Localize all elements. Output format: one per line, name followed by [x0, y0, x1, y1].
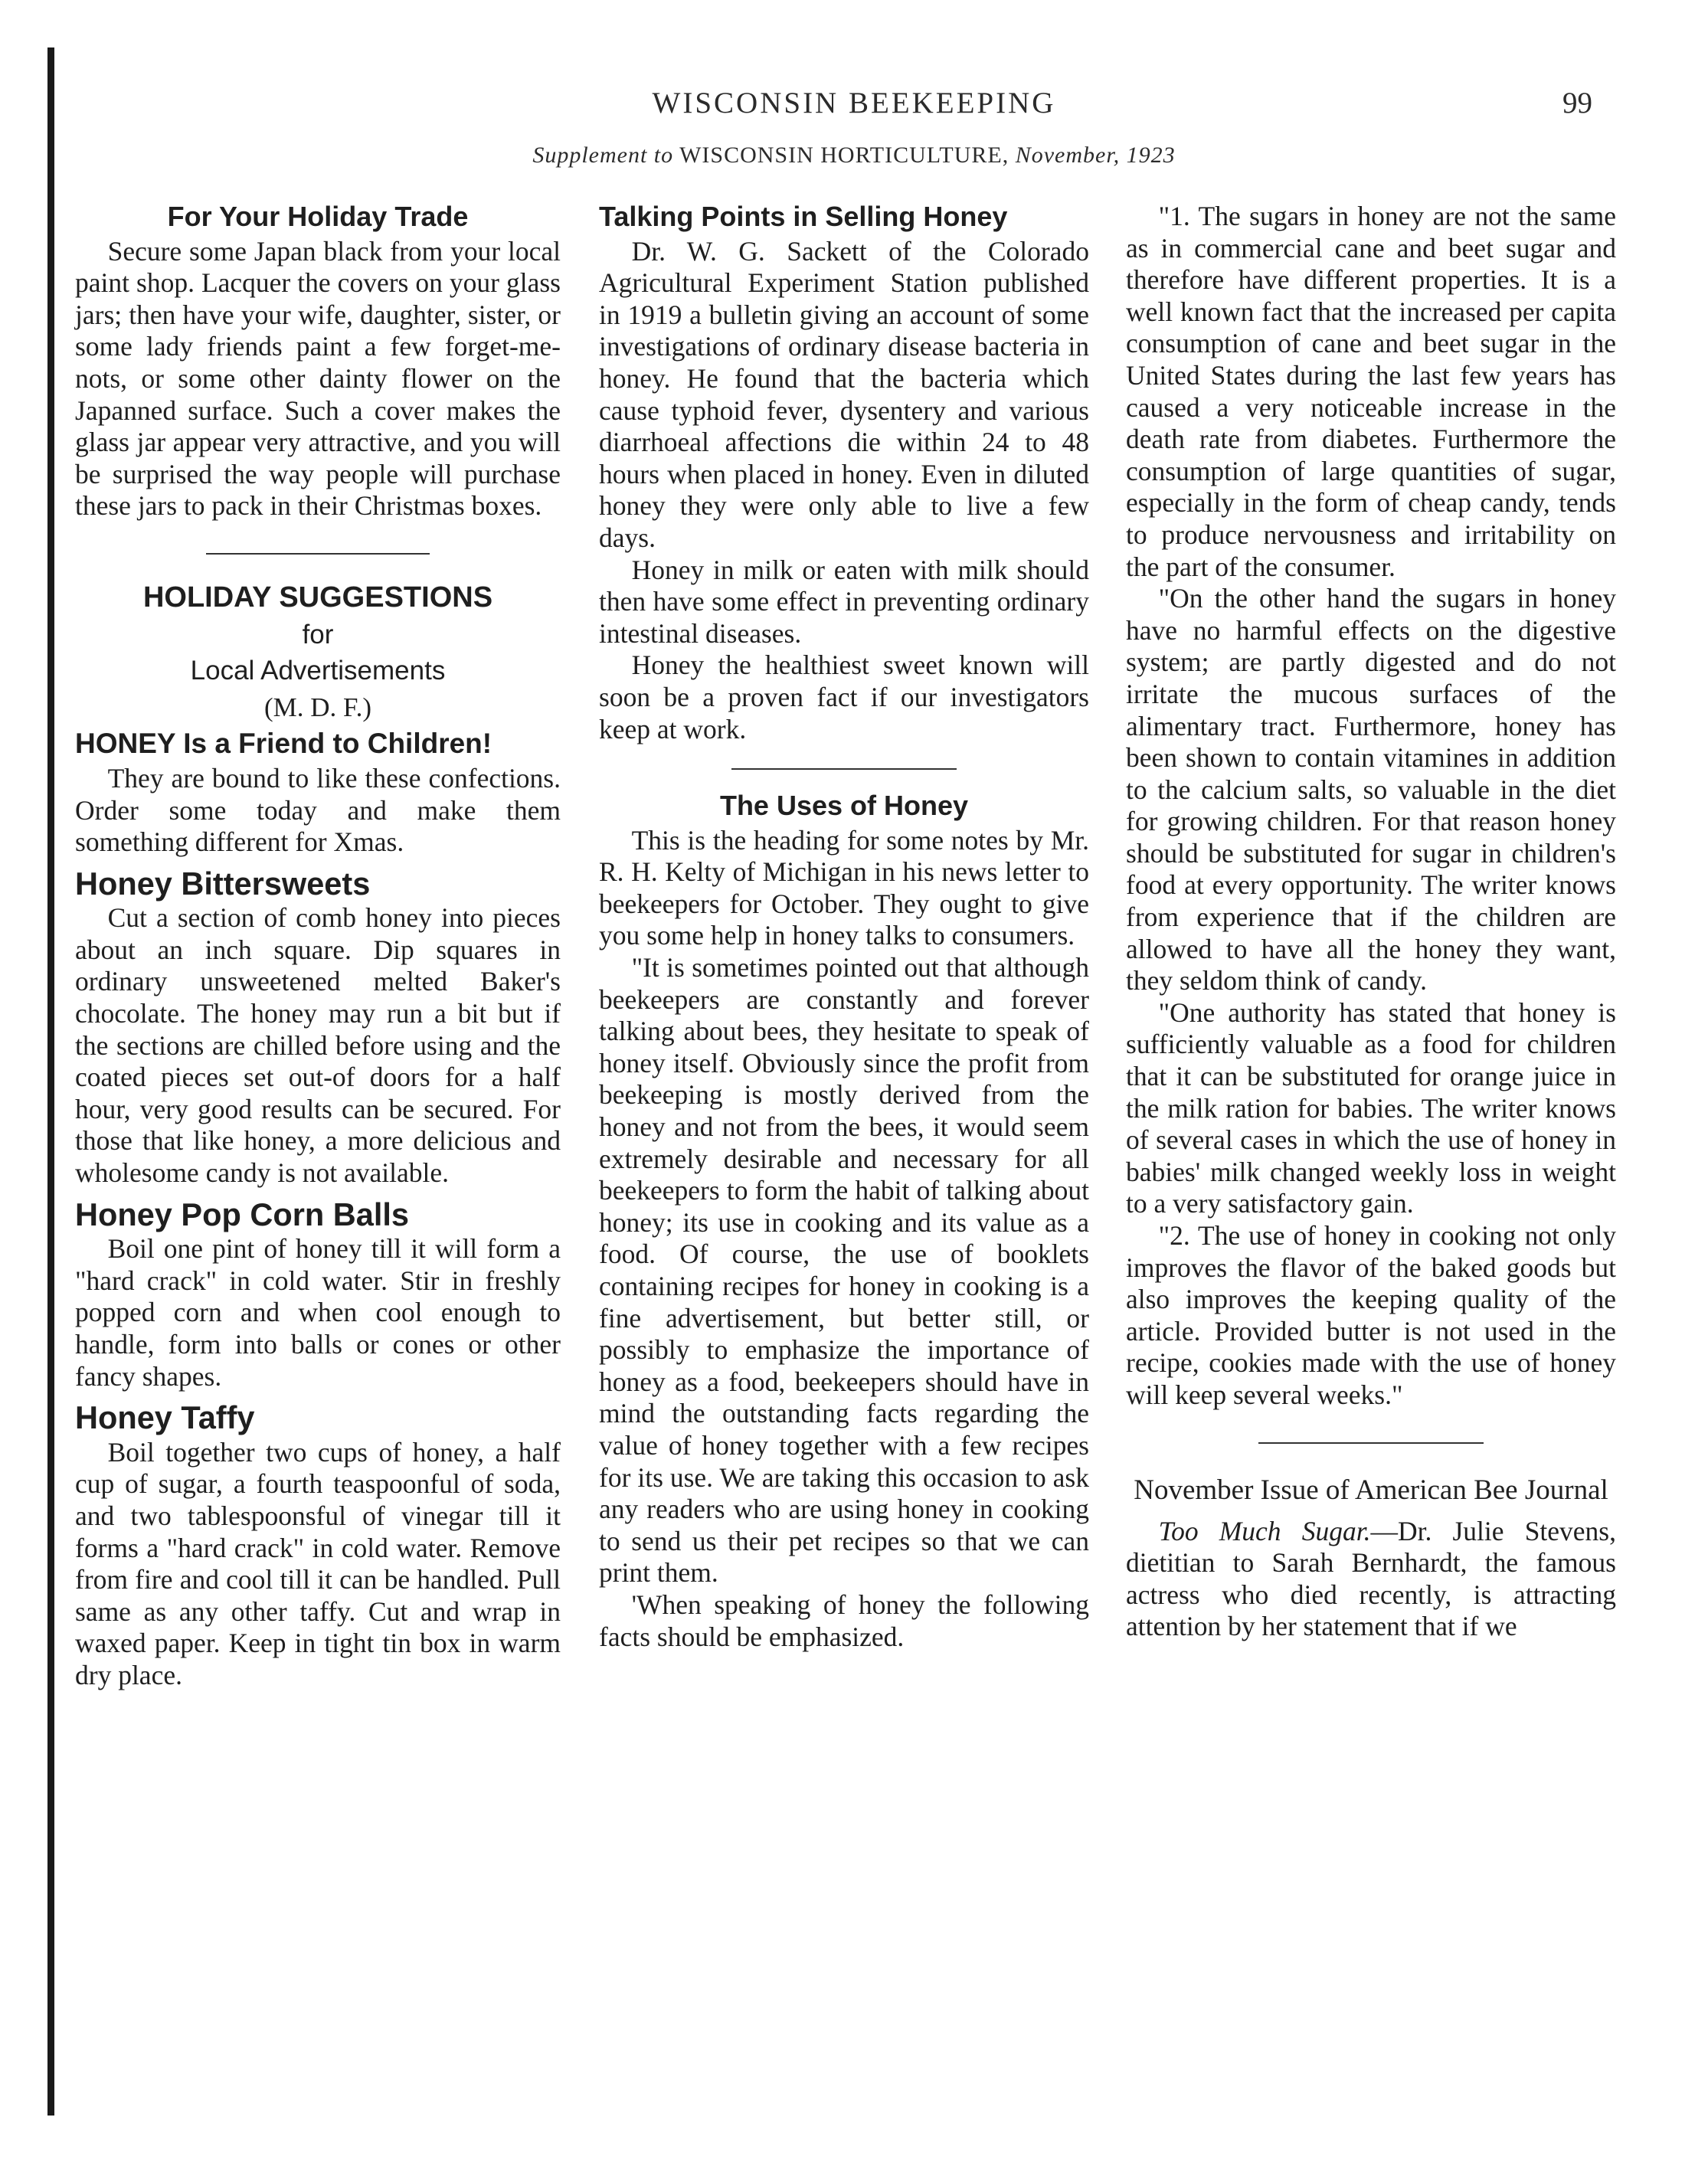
talking-points-paragraph: Honey in milk or eaten with milk should then have some effect in preventing ordinary intestinal diseases. [599, 554, 1089, 649]
talking-points-paragraph: Dr. W. G. Sackett of the Colorado Agricultural Experiment Station published in 1919 a bulletin giving an account of some investigations of ordinary disease bacteria in honey. He found that the bacteria which cause typhoid fever, dysentery and various diarrhoeal affections die within 24 to 48 hours when placed in honey. Even in diluted honey they were only able to live a few days. [599, 235, 1089, 553]
holiday-suggestions-heading: HOLIDAY SUGGESTIONS [142, 581, 493, 614]
journal-body [1126, 1516, 1616, 1643]
column-right [1126, 201, 1616, 1643]
holiday-suggestions-for: for [302, 619, 334, 650]
uses-of-honey-heading: The Uses of Honey [719, 790, 969, 822]
column-left [75, 201, 561, 1692]
subtitle-to: to [653, 142, 674, 168]
subtitle-date: November, 1923 [1015, 142, 1176, 168]
uses-paragraph: This is the heading for some notes by Mr. R. H. Kelty of Michigan in his news letter to beekeepers for October. They ought to give you some help in honey talks to consumers. [599, 824, 1089, 951]
honey-fact-paragraph: "2. The use of honey in cooking not only improves the flavor of the baked goods but also improves the keeping quality of the article. Provided butter is not used in the recipe, cookies made with the use of honey will keep several weeks." [1126, 1220, 1616, 1410]
journal-heading: November Issue of American Bee Journal [1134, 1474, 1608, 1506]
recipe-title: Honey Taffy [75, 1399, 255, 1436]
recipe-body: Cut a section of comb honey into pieces about an inch square. Dip squares in ordinary unsweetened melted Baker's chocolate. The honey may run a bit but if the sections are chilled before using and the coated pieces set out-of doors for a half hour, very good results can be secured. For those that like honey, a more delicious and wholesome candy is not available. [75, 902, 561, 1189]
page-binding-edge [47, 47, 54, 2116]
talking-points-heading: Talking Points in Selling Honey [599, 201, 1008, 232]
recipe-body: Boil together two cups of honey, a half cup of sugar, a fourth teaspoonful of soda, and two tablespoonsful of vinegar till it forms a "hard crack" in cold water. Remove from fire and cool till it can be handled. Pull same as any other taffy. Cut and wrap in waxed paper. Keep in tight tin box in warm dry place. [75, 1436, 561, 1690]
recipe-title: Honey Bittersweets [75, 865, 371, 902]
holiday-trade-heading: For Your Holiday Trade [167, 201, 469, 232]
honey-fact-paragraph: "1. The sugars in honey are not the same as in commercial cane and beet sugar and therefore have different properties. It is a well known fact that the increased per capita consumption of cane and beet sugar in the United States during the last few years has caused a very noticeable increase in the death rate from diabetes. Furthermore the consumption of large quantities of sugar, especially in the form of cheap candy, tends to produce nervousness and irritability on the part of the consumer. [1126, 201, 1616, 582]
talking-points-paragraph: Honey the healthiest sweet known will soon be a proven fact if our investigators keep at work. [599, 650, 1089, 744]
column-middle [599, 201, 1089, 1653]
uses-paragraph: "It is sometimes pointed out that although beekeepers are constantly and forever talking about bees, they hesitate to speak of honey itself. Obviously since the profit from beekeeping is mostly derived from the honey and not from the bees, it would seem extremely desirable and necessary for all beekeepers to form the habit of talking about honey; its use in cooking and its value as a food. Of course, the use of booklets containing recipes for honey in cooking is a fine advertisement, but better still, or possibly to emphasize the importance of honey as a food, beekeepers should have in mind the outstanding facts regarding the value of honey together with a few recipes for its use. We are taking this occasion to ask any readers who are using honey in cooking to send us their pet recipes so that we can print them. [599, 952, 1089, 1589]
friend-to-children-headline: HONEY Is a Friend to Children! [75, 728, 492, 760]
honey-fact-paragraph: "One authority has stated that honey is sufficiently valuable as a food for children that it can be substituted for orange juice in the milk ration for babies. The writer knows of several cases in which the use of honey in babies' milk changed weekly loss in weight to a very satisfactory gain. [1126, 996, 1616, 1219]
local-ads-heading: Local Advertisements [190, 656, 446, 686]
section-divider [1258, 1442, 1484, 1444]
recipe-title: Honey Pop Corn Balls [75, 1196, 409, 1232]
running-title: WISCONSIN BEEKEEPING [652, 87, 1056, 119]
journal-italic-lead: Too Much Sugar. [1158, 1515, 1371, 1546]
uses-paragraph: 'When speaking of honey the following facts should be emphasized. [599, 1589, 1089, 1652]
recipe-body: Boil one pint of honey till it will form a "hard crack" in cold water. Stir in freshly popped corn and when cool enough to handle, form into balls or cones or other fancy shapes. [75, 1233, 561, 1392]
journal-text: —Dr. Julie Stevens, dietitian to Sarah Bernhardt, the famous actress who died recently, is attracting attention by her statement that if we [1126, 1515, 1616, 1642]
section-divider [731, 768, 957, 770]
author-initials: (M. D. F.) [263, 692, 372, 722]
section-divider [206, 553, 430, 555]
subtitle-publication: WISCONSIN HORTICULTURE, [679, 142, 1009, 168]
suggestions-intro: They are bound to like these confections. Order some today and make them something different for Xmas. [75, 762, 561, 858]
honey-fact-paragraph: "On the other hand the sugars in honey have no harmful effects on the digestive system; are partly digested and do not irritate the mucous surfaces of the alimentary tract. Furthermore, honey has been shown to contain vitamines in addition to the calcium salts, so valuable in the diet for growing children. For that reason honey should be substituted for sugar in children's food at every opportunity. The writer knows from experience that if the children are allowed to have all the honey they want, they seldom think of candy. [1126, 583, 1616, 996]
holiday-trade-body: Secure some Japan black from your local paint shop. Lacquer the covers on your glass jars; then have your wife, daughter, sister, or some lady friends paint a few forget-me-nots, or some other dainty flower on the Japanned surface. Such a cover makes the glass jar appear very attractive, and you will be surprised the way people will purchase these jars to pack in their Christmas boxes. [75, 235, 561, 522]
page-number: 99 [1562, 87, 1592, 119]
subtitle-prefix: Supplement [532, 142, 648, 168]
subtitle [0, 142, 1708, 169]
